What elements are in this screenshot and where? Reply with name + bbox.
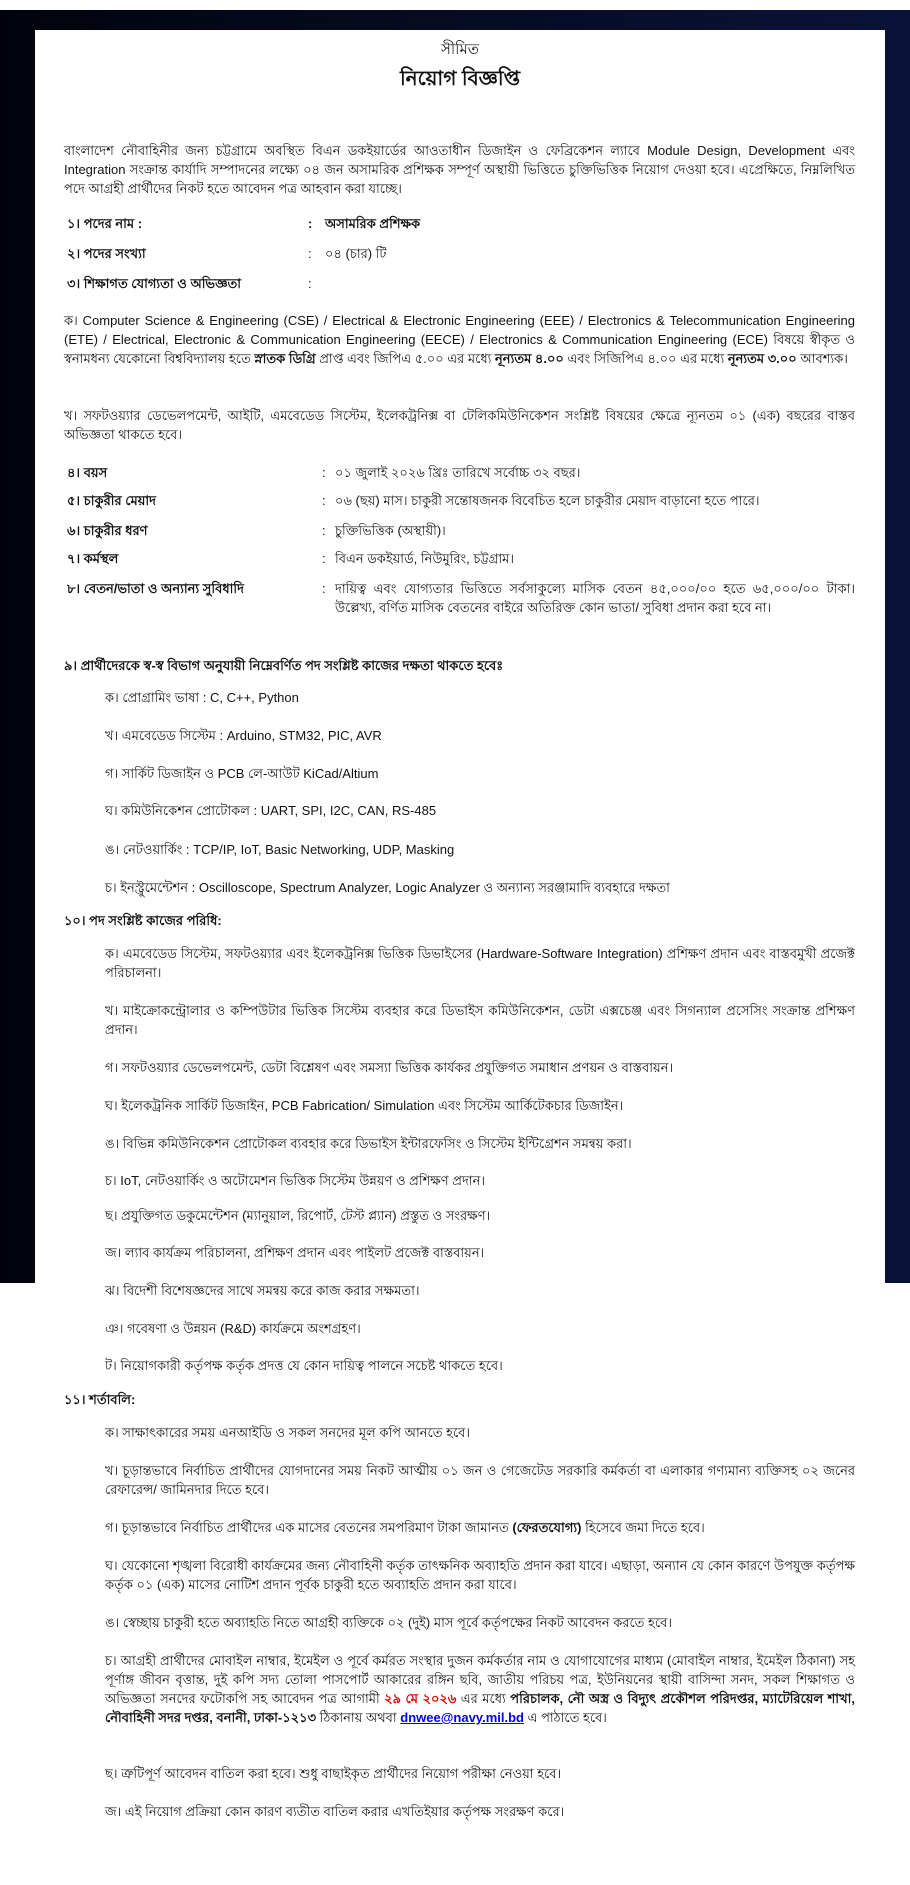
intro-paragraph: বাংলাদেশ নৌবাহিনীর জন্য চট্টগ্রামে অবস্থিত বিএন ডকইয়ার্ডের আওতাধীন ডিজাইন ও ফেব্রিকেশন ল্যাবে Module Design, Development এবং Integration সংক্রান্ত কার্যাদি সম্পাদনের লক্ষ্যে ০৪ জন অসামরিক প্রশিক্ষক সম্পূর্ণ অস্থায়ী ভিত্তিতে চুক্তিভিত্তিক নিয়োগ দেওয়া হবে। এপ্রেক্ষিতে, নিম্নলিখিত পদে আগ্রহী প্রার্থীদের নিকট হতে আবেদন পত্র আহবান করা যাচ্ছে।: [64, 143, 855, 196]
field-colon: :: [322, 581, 326, 596]
scope-item: খ। মাইক্রোকন্ট্রোলার ও কম্পিউটার ভিত্তিক সিস্টেম ব্যবহার করে ডিভাইস কমিউনিকেশন, ডেটা এক্সচেঞ্জ এবং সিগন্যাল প্রসেসিং সংক্রান্ত প্রশিক্ষণ প্রদান।: [105, 1003, 855, 1037]
field-value: ০৪ (চার) টি: [325, 246, 387, 261]
scope-item: ট। নিয়োগকারী কর্তৃপক্ষ কর্তৃক প্রদত্ত যে কোন দায়িত্ব পালনে সচেষ্ট থাকতে হবে।: [105, 1358, 503, 1373]
field-label: ৫। চাকুরীর মেয়াদ: [67, 493, 156, 508]
scope-item: ঝ। বিদেশী বিশেষজ্ঞদের সাথে সমন্বয় করে কাজ করার সক্ষমতা।: [105, 1283, 420, 1298]
term-item: ঘ। যেকোনো শৃঙ্খলা বিরোধী কার্যক্রমের জন্য নৌবাহিনী কর্তৃক তাৎক্ষনিক অব্যাহতি প্রদান করা যাবে। এছাড়া, অন্যান যে কোন কারণে উপযুক্ত কর্তৃপক্ষ কর্তৃক ০১ (এক) মাসের নোটিশ প্রদান পূর্বক চাকুরী হতে অব্যাহতি প্রদান করা যাবে।: [105, 1558, 855, 1592]
page-title: নিয়োগ বিজ্ঞপ্তি: [399, 68, 521, 90]
text: ক। Computer Science & Engineering (CSE) / Electrical & Electronic Engineering (EEE) / Electronics & Telecommunication Engineering (ETE) / Electrical, Electronic & Communication Engineering (EECE) / Electronics & Communication Engineering (ECE) বিষয়ে স্বীকৃত ও স্বনামধন্য যেকোনো বিশ্ববিদ্যালয় হতে: [64, 313, 855, 366]
term-item: [105, 1651, 855, 1727]
scope-item: ঙ। বিভিন্ন কমিউনিকেশন প্রোটোকল ব্যবহার করে ডিভাইস ইন্টারফেসিং ও সিস্টেম ইন্টিগ্রেশন সমন্বয় করা।: [105, 1136, 632, 1151]
skill-item: ঘ। কমিউনিকেশন প্রোটোকল : UART, SPI, I2C, CAN, RS-485: [105, 803, 437, 818]
qualification-ka: [64, 311, 855, 368]
submission-address: পরিচালক, নৌ অস্ত্র ও বিদ্যুৎ প্রকৌশল পরিদপ্তর, ম্যাটেরিয়েল শাখা, নৌবাহিনী সদর দপ্তর, বনানী, ঢাকা-১২১৩: [105, 1691, 856, 1725]
field-label: ৬। চাকুরীর ধরণ: [67, 523, 148, 538]
text: আবশ্যক।: [796, 351, 848, 366]
qualification-kha: খ। সফটওয়্যার ডেভেলপমেন্ট, আইটি, এমবেডেড সিস্টেম, ইলেকট্রনিক্স বা টেলিকমিউনিকেশন সংশ্লিষ্ট বিষয়ের ক্ষেত্রে ন্যূনতম ০১ (এক) বছরের বাস্তব অভিজ্ঞতা থাকতে হবে।: [64, 408, 855, 442]
scope-item: জ। ল্যাব কার্যক্রম পরিচালনা, প্রশিক্ষণ প্রদান এবং পাইলট প্রজেক্ট বাস্তবায়ন।: [105, 1245, 485, 1260]
email-link[interactable]: dnwee@navy.mil.bd: [400, 1710, 524, 1725]
field-label: ৪। বয়স: [67, 465, 108, 480]
terms-heading: ১১। শর্তাবলি:: [64, 1392, 136, 1407]
field-value: দায়িত্ব এবং যোগ্যতার ভিত্তিতে সর্বসাকুল্যে মাসিক বেতন ৪৫,০০০/০০ হতে ৬৫,০০০/০০ টাকা। উল্লেখ্য, বর্ণিত মাসিক বেতনের বাইরে অতিরিক্ত কোন ভাতা/ সুবিধা প্রদান করা হবে না।: [335, 581, 855, 615]
scope-item: ক। এমবেডেড সিস্টেম, সফটওয়্যার এবং ইলেকট্রনিক্স ভিত্তিক ডিভাইসের (Hardware-Software Integration) প্রশিক্ষণ প্রদান এবং বাস্তবমুখী প্রজেক্ট পরিচালনা।: [105, 946, 855, 980]
skill-item: গ। সার্কিট ডিজাইন ও PCB লে-আউট KiCad/Altium: [105, 766, 379, 781]
skill-item: খ। এমবেডেড সিস্টেম : Arduino, STM32, PIC, AVR: [105, 728, 382, 743]
text: হিসেবে জমা দিতে হবে।: [581, 1520, 705, 1535]
field-colon: :: [322, 465, 326, 480]
field-label: ৭। কর্মস্থল: [67, 551, 119, 566]
term-item: ঙ। স্বেচ্ছায় চাকুরী হতে অব্যাহতি নিতে আগ্রহী ব্যক্তিকে ০২ (দুই) মাস পূর্বে কর্তৃপক্ষের নিকট আবেদন করতে হবে।: [105, 1615, 672, 1630]
text: এ পাঠাতে হবে।: [523, 1710, 607, 1725]
field-colon: :: [322, 493, 326, 508]
field-label: ৮। বেতন/ভাতা ও অন্যান্য সুবিধাদি: [67, 581, 244, 596]
term-item: খ। চূড়ান্তভাবে নির্বাচিত প্রার্থীদের যোগদানের সময় নিকট আত্মীয় ০১ জন ও গেজেটেড সরকারি কর্মকর্তা বা এলাকার গণ্যমান্য ব্যক্তিসহ ০২ জনের রেফারেন্স/ জামিনদার দিতে হবে।: [105, 1463, 855, 1497]
field-colon: :: [322, 523, 326, 538]
field-value: চুক্তিভিত্তিক (অস্থায়ী)।: [335, 523, 446, 538]
field-label: ২। পদের সংখ্যা: [67, 246, 146, 261]
field-value: ০১ জুলাই ২০২৬ খ্রিঃ তারিখে সর্বোচ্চ ৩২ বছর।: [335, 465, 581, 480]
field-colon: :: [308, 216, 313, 231]
field-value: অসামরিক প্রশিক্ষক: [325, 216, 421, 231]
scope-item: ঞ। গবেষণা ও উন্নয়ন (R&D) কার্যক্রমে অংশগ্রহণ।: [105, 1321, 361, 1336]
field-label: ১। পদের নাম :: [67, 216, 143, 231]
text-bold: (ফেরতযোগ্য): [512, 1520, 582, 1535]
deadline-date: ২৯ মে ২০২৬: [384, 1691, 457, 1706]
scope-heading: ১০। পদ সংশ্লিষ্ট কাজের পরিধি:: [64, 913, 222, 928]
field-colon: :: [308, 276, 312, 291]
term-item: [105, 1518, 855, 1537]
term-item: ছ। ত্রুটিপূর্ণ আবেদন বাতিল করা হবে। শুধু বাছাইকৃত প্রার্থীদের নিয়োগ পরীক্ষা নেওয়া হবে।: [105, 1766, 562, 1781]
scope-item: গ। সফটওয়্যার ডেভেলপমেন্ট, ডেটা বিশ্লেষণ এবং সমস্যা ভিত্তিক কার্যকর প্রযুক্তিগত সমাধান প্রণয়ন ও বাস্তবায়ন।: [105, 1060, 674, 1075]
notice-document: [35, 30, 885, 1885]
skill-item: ক। প্রোগ্রামিং ভাষা : C, C++, Python: [105, 690, 299, 705]
field-value: বিএন ডকইয়ার্ড, নিউমুরিং, চট্টগ্রাম।: [335, 551, 514, 566]
text: এবং সিজিপিএ ৪.০০ এর মধ্যে: [563, 351, 728, 366]
field-value: ০৬ (ছয়) মাস। চাকুরী সন্তোষজনক বিবেচিত হলে চাকুরীর মেয়াদ বাড়ানো হতে পারে।: [335, 493, 760, 508]
skill-item: ঙ। নেটওয়ার্কিং : TCP/IP, IoT, Basic Networking, UDP, Masking: [105, 842, 455, 857]
text: গ। চূড়ান্তভাবে নির্বাচিত প্রার্থীদের এক মাসের বেতনের সমপরিমাণ টাকা জামানত: [105, 1520, 513, 1535]
field-colon: :: [308, 246, 312, 261]
scope-item: ছ। প্রযুক্তিগত ডকুমেন্টেশন (ম্যানুয়াল, রিপোর্ট, টেস্ট প্ল্যান) প্রস্তুত ও সংরক্ষণ।: [105, 1208, 491, 1223]
skill-item: চ। ইনস্ট্রুমেন্টেশন : Oscilloscope, Spectrum Analyzer, Logic Analyzer ও অন্যান্য সরঞ্জামাদি ব্যবহারে দক্ষতা: [105, 880, 670, 895]
classification-label: সীমিত: [440, 41, 480, 58]
text-bold: নূন্যতম ৪.০০: [495, 351, 564, 366]
skills-heading: ৯। প্রার্থীদেরকে স্ব-স্ব বিভাগ অনুযায়ী নিম্নেবর্ণিত পদ সংশ্লিষ্ট কাজের দক্ষতা থাকতে হবেঃ: [64, 658, 504, 673]
field-label: ৩। শিক্ষাগত যোগ্যতা ও অভিজ্ঞতা: [67, 276, 242, 291]
field-colon: :: [322, 551, 326, 566]
text: চ। আগ্রহী প্রার্থীদের মোবাইল নাম্বার, ইমেইল ও পূর্বে কর্মরত সংস্থার দুজন কর্মকর্তার নাম ও যোগাযোগের মাধ্যম (মোবাইল নাম্বার, ইমেইল ঠিকানা) সহ পূর্ণাঙ্গ জীবন বৃত্তান্ত, দুই কপি সদ্য তোলা পাসপোর্ট আকারের রঙ্গিন ছবি, জাতীয় পরিচয় পত্র, ইউনিয়নের স্থায়ী বাসিন্দা সনদ, সকল শিক্ষাগত ও অভিজ্ঞতা সনদের ফটোকপি সহ আবেদন পত্র আগামী: [105, 1653, 855, 1706]
text: এর মধ্যে: [456, 1691, 511, 1706]
text-bold: স্নাতক ডিগ্রি: [254, 351, 316, 366]
term-item: জ। এই নিয়োগ প্রক্রিয়া কোন কারণ ব্যতীত বাতিল করার এখতিইয়ার কর্তৃপক্ষ সংরক্ষণ করে।: [105, 1804, 565, 1819]
text: প্রাপ্ত এবং জিপিএ ৫.০০ এর মধ্যে: [315, 351, 496, 366]
text-bold: নূন্যতম ৩.০০: [727, 351, 797, 366]
term-item: ক। সাক্ষাৎকারের সময় এনআইডি ও সকল সনদের মূল কপি আনতে হবে।: [105, 1425, 471, 1440]
scope-item: চ। IoT, নেটওয়ার্কিং ও অটোমেশন ভিত্তিক সিস্টেম উন্নয়ণ ও প্রশিক্ষণ প্রদান।: [105, 1173, 485, 1188]
scope-item: ঘ। ইলেকট্রনিক সার্কিট ডিজাইন, PCB Fabrication/ Simulation এবং সিস্টেম আর্কিটেকচার ডিজাইন।: [105, 1098, 624, 1113]
text: ঠিকানায় অথবা: [316, 1710, 401, 1725]
